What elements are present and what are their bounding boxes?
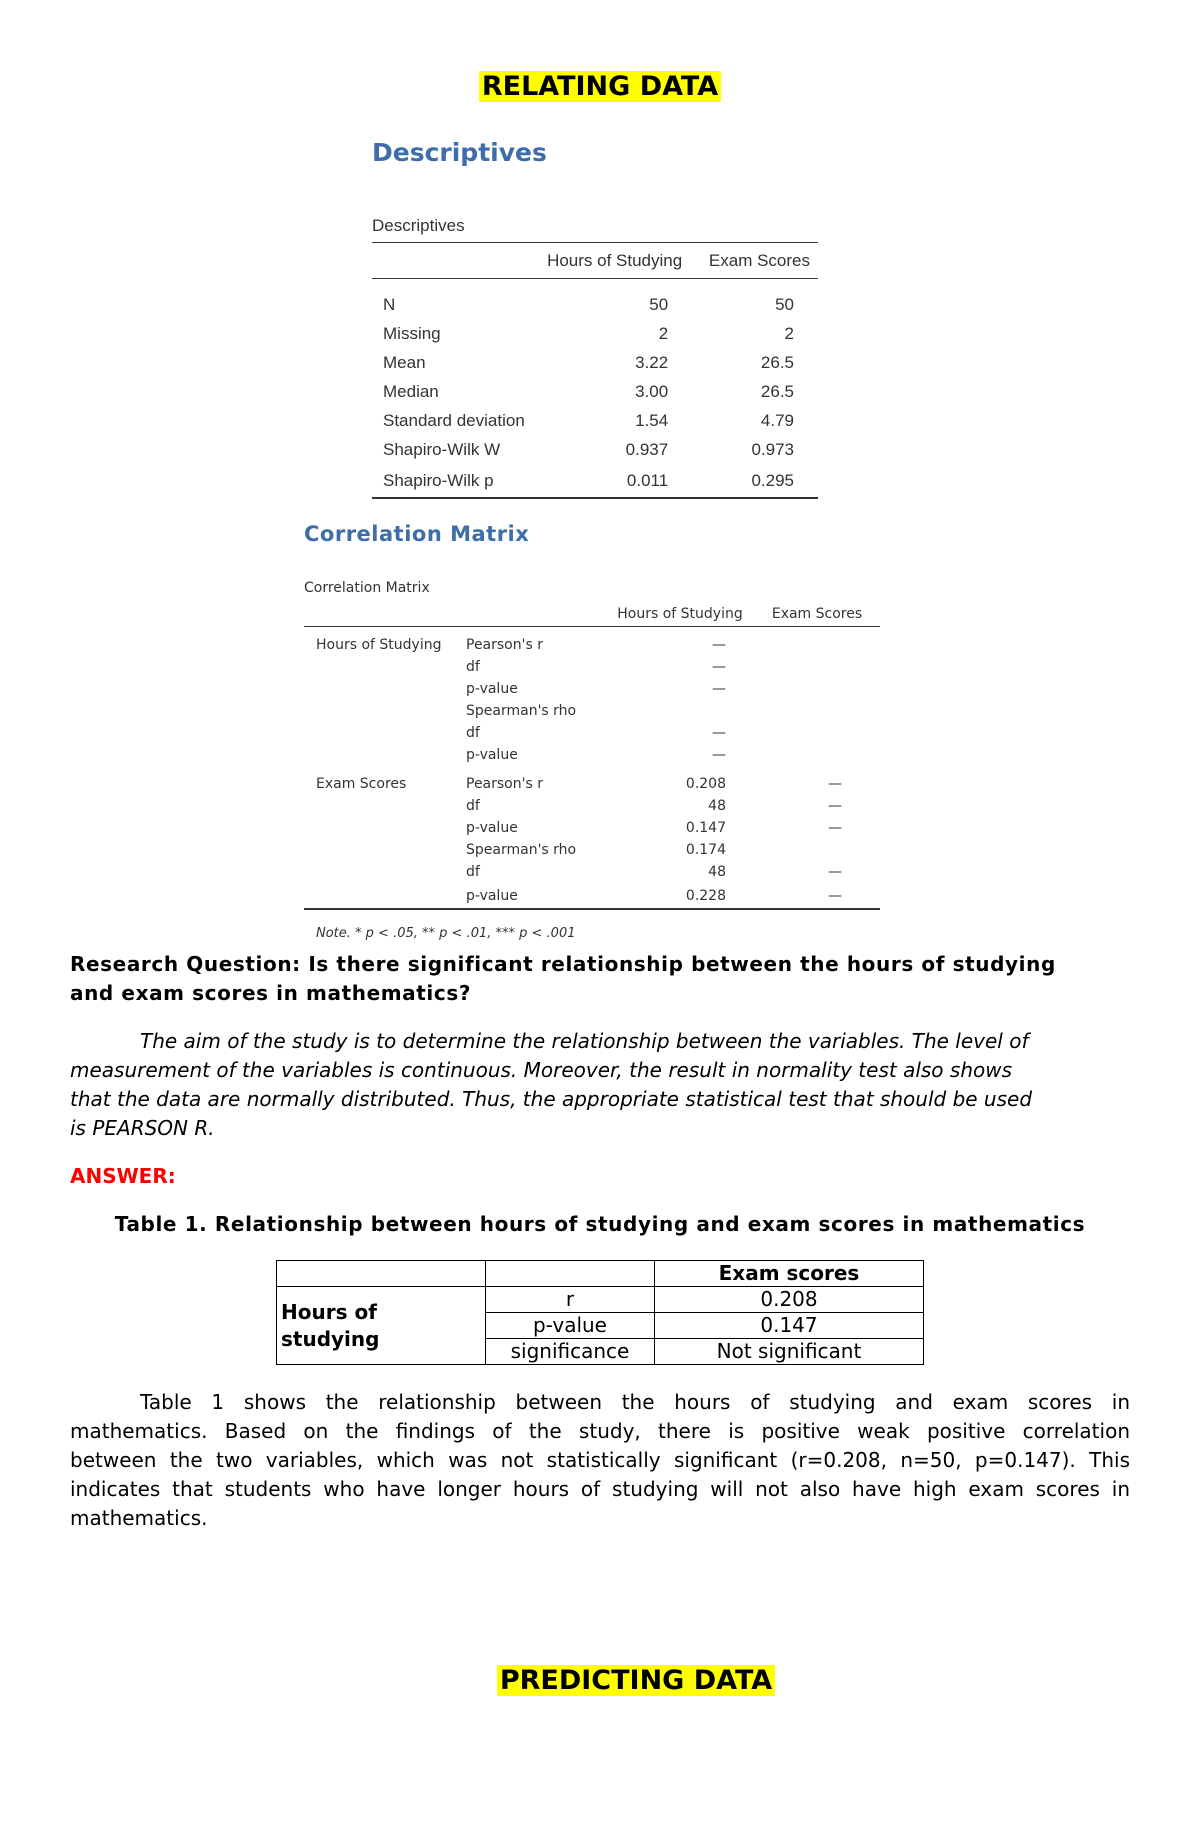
corr-col-exam: Exam Scores bbox=[771, 605, 863, 622]
table-row bbox=[304, 744, 880, 766]
corr-cell bbox=[754, 700, 880, 722]
corr-group: Hours of Studying bbox=[316, 637, 442, 653]
aim-line-4: is PEARSON R. bbox=[70, 1116, 215, 1140]
corr-cell bbox=[754, 656, 880, 678]
corr-group bbox=[304, 839, 466, 861]
interp-line-4: indicates that students who have longer hours of studying will not also have high exam scores in bbox=[70, 1477, 1130, 1501]
aim-line-1: The aim of the study is to determine the relationship between the variables. The level of bbox=[140, 1029, 1029, 1053]
desc-cell: 4.79 bbox=[760, 411, 794, 430]
desc-row-label: Shapiro-Wilk p bbox=[383, 470, 494, 490]
desc-cell: 2 bbox=[658, 324, 669, 343]
corr-cell: — bbox=[828, 820, 842, 836]
table-row bbox=[372, 291, 818, 320]
desc-row-label: Shapiro-Wilk W bbox=[383, 440, 501, 459]
interp-line-5: mathematics. bbox=[70, 1506, 208, 1530]
corr-stat: Pearson's r bbox=[466, 776, 543, 792]
corr-col-hours: Hours of Studying bbox=[617, 605, 743, 622]
corr-group bbox=[304, 700, 466, 722]
corr-stat: Pearson's r bbox=[466, 637, 543, 653]
corr-cell: 48 bbox=[708, 798, 726, 814]
table1-stat: p-value bbox=[486, 1313, 655, 1339]
correlation-title: Correlation Matrix bbox=[304, 522, 530, 546]
descriptives-table bbox=[372, 242, 818, 499]
correlation-table bbox=[304, 602, 880, 910]
table1-row-label bbox=[277, 1287, 486, 1365]
table-row bbox=[304, 883, 880, 909]
corr-cell: — bbox=[712, 637, 726, 653]
table-row bbox=[304, 839, 880, 861]
table-row bbox=[304, 795, 880, 817]
desc-cell: 50 bbox=[775, 295, 794, 314]
corr-stat: p-value bbox=[466, 820, 518, 836]
interpretation-paragraph bbox=[70, 1388, 1130, 1533]
desc-cell: 3.00 bbox=[635, 382, 669, 401]
descriptives-title: Descriptives bbox=[372, 138, 547, 167]
interp-line-1: Table 1 shows the relationship between the hours of studying and exam scores in bbox=[140, 1390, 1130, 1414]
corr-cell bbox=[754, 678, 880, 700]
descriptives-table-title: Descriptives bbox=[372, 216, 465, 235]
table-row bbox=[372, 378, 818, 407]
table-row bbox=[304, 722, 880, 744]
desc-cell: 3.22 bbox=[635, 353, 669, 372]
desc-cell: 0.295 bbox=[751, 470, 794, 490]
corr-cell bbox=[754, 744, 880, 766]
correlation-table-title: Correlation Matrix bbox=[304, 580, 430, 596]
corr-cell: 0.147 bbox=[685, 820, 726, 836]
corr-stat: Spearman's rho bbox=[466, 842, 577, 858]
correlation-note: Note. * p < .05, ** p < .01, *** p < .001 bbox=[316, 926, 576, 941]
predicting-data-heading-wrap bbox=[0, 1664, 1200, 1698]
corr-group bbox=[304, 656, 466, 678]
corr-cell: 0.208 bbox=[685, 776, 726, 792]
corr-group bbox=[304, 883, 466, 909]
desc-row-label: Standard deviation bbox=[383, 411, 525, 430]
desc-cell: 26.5 bbox=[760, 382, 794, 401]
corr-stat: p-value bbox=[466, 747, 518, 763]
corr-group: Exam Scores bbox=[316, 776, 407, 792]
table-row bbox=[304, 656, 880, 678]
corr-cell: — bbox=[712, 725, 726, 741]
desc-cell: 0.973 bbox=[751, 440, 794, 459]
desc-cell: 0.937 bbox=[625, 440, 669, 459]
table1 bbox=[276, 1260, 924, 1365]
table1-value: 0.208 bbox=[655, 1287, 924, 1313]
corr-group bbox=[304, 795, 466, 817]
research-question bbox=[70, 950, 1140, 1008]
table1-caption: Table 1. Relationship between hours of studying and exam scores in mathematics bbox=[114, 1212, 1086, 1236]
corr-cell: 48 bbox=[708, 864, 726, 880]
corr-stat: p-value bbox=[466, 887, 518, 904]
table-row bbox=[372, 436, 818, 465]
desc-row-label: N bbox=[383, 295, 396, 314]
aim-paragraph bbox=[70, 1027, 1126, 1143]
corr-stat: df bbox=[466, 798, 480, 814]
corr-group bbox=[304, 817, 466, 839]
aim-line-3: that the data are normally distributed. Thus, the appropriate statistical test that should be used bbox=[70, 1087, 1033, 1111]
table-row bbox=[372, 465, 818, 498]
table-row bbox=[304, 678, 880, 700]
table1-stat: significance bbox=[486, 1339, 655, 1365]
corr-group bbox=[304, 722, 466, 744]
corr-cell: 0.228 bbox=[685, 887, 726, 904]
research-question-line1: Research Question: Is there significant relationship between the hours of studying bbox=[70, 952, 1056, 976]
corr-cell: 0.174 bbox=[685, 842, 726, 858]
table1-value: 0.147 bbox=[655, 1313, 924, 1339]
desc-cell: 26.5 bbox=[760, 353, 794, 372]
aim-line-2: measurement of the variables is continuous. Moreover, the result in normality test also shows bbox=[70, 1058, 1013, 1082]
table-row bbox=[304, 817, 880, 839]
corr-cell bbox=[606, 700, 754, 722]
relating-data-heading: RELATING DATA bbox=[479, 71, 721, 102]
desc-col-exam: Exam Scores bbox=[708, 250, 810, 270]
desc-row-label: Median bbox=[383, 382, 439, 401]
table1-header-exam-scores: Exam scores bbox=[655, 1261, 924, 1287]
interp-line-2: mathematics. Based on the findings of the study, there is positive weak positive correlation bbox=[70, 1419, 1130, 1443]
desc-cell: 0.011 bbox=[626, 470, 669, 490]
table1-stat: r bbox=[486, 1287, 655, 1313]
corr-cell bbox=[754, 634, 880, 656]
table-row bbox=[277, 1261, 924, 1287]
research-question-line2: and exam scores in mathematics? bbox=[70, 981, 472, 1005]
corr-cell: — bbox=[712, 747, 726, 763]
table1-value: Not significant bbox=[655, 1339, 924, 1365]
corr-cell bbox=[754, 839, 880, 861]
table-row bbox=[304, 861, 880, 883]
desc-row-label: Missing bbox=[383, 324, 441, 343]
corr-cell: — bbox=[712, 659, 726, 675]
corr-cell: — bbox=[712, 681, 726, 697]
corr-cell: — bbox=[828, 798, 842, 814]
corr-group bbox=[304, 861, 466, 883]
corr-cell: — bbox=[828, 776, 842, 792]
corr-cell: — bbox=[828, 887, 842, 904]
corr-stat: df bbox=[466, 659, 480, 675]
table-row bbox=[304, 773, 880, 795]
corr-stat: df bbox=[466, 725, 480, 741]
table-row bbox=[372, 320, 818, 349]
predicting-data-heading: PREDICTING DATA bbox=[497, 1665, 775, 1696]
table-row bbox=[277, 1287, 924, 1313]
corr-cell: — bbox=[828, 864, 842, 880]
table1-row-label-line2: studying bbox=[281, 1326, 380, 1351]
interp-line-3: between the two variables, which was not statistically significant (r=0.208, n=50, p=0.147). This bbox=[70, 1448, 1130, 1472]
table-row bbox=[304, 634, 880, 656]
table-row bbox=[304, 700, 880, 722]
desc-cell: 2 bbox=[784, 324, 794, 343]
corr-stat: df bbox=[466, 864, 480, 880]
table1-row-label-line1: Hours of bbox=[281, 1299, 377, 1324]
desc-cell: 50 bbox=[649, 295, 669, 314]
table-row bbox=[372, 349, 818, 378]
answer-label: ANSWER: bbox=[70, 1164, 176, 1188]
corr-group bbox=[304, 744, 466, 766]
corr-stat: p-value bbox=[466, 681, 518, 697]
corr-cell bbox=[754, 722, 880, 744]
relating-data-heading-wrap bbox=[0, 70, 1200, 104]
corr-group bbox=[304, 678, 466, 700]
desc-col-hours: Hours of Studying bbox=[547, 250, 683, 270]
corr-stat: Spearman's rho bbox=[466, 703, 577, 719]
desc-cell: 1.54 bbox=[635, 411, 669, 430]
desc-row-label: Mean bbox=[383, 353, 426, 372]
table-row bbox=[372, 407, 818, 436]
